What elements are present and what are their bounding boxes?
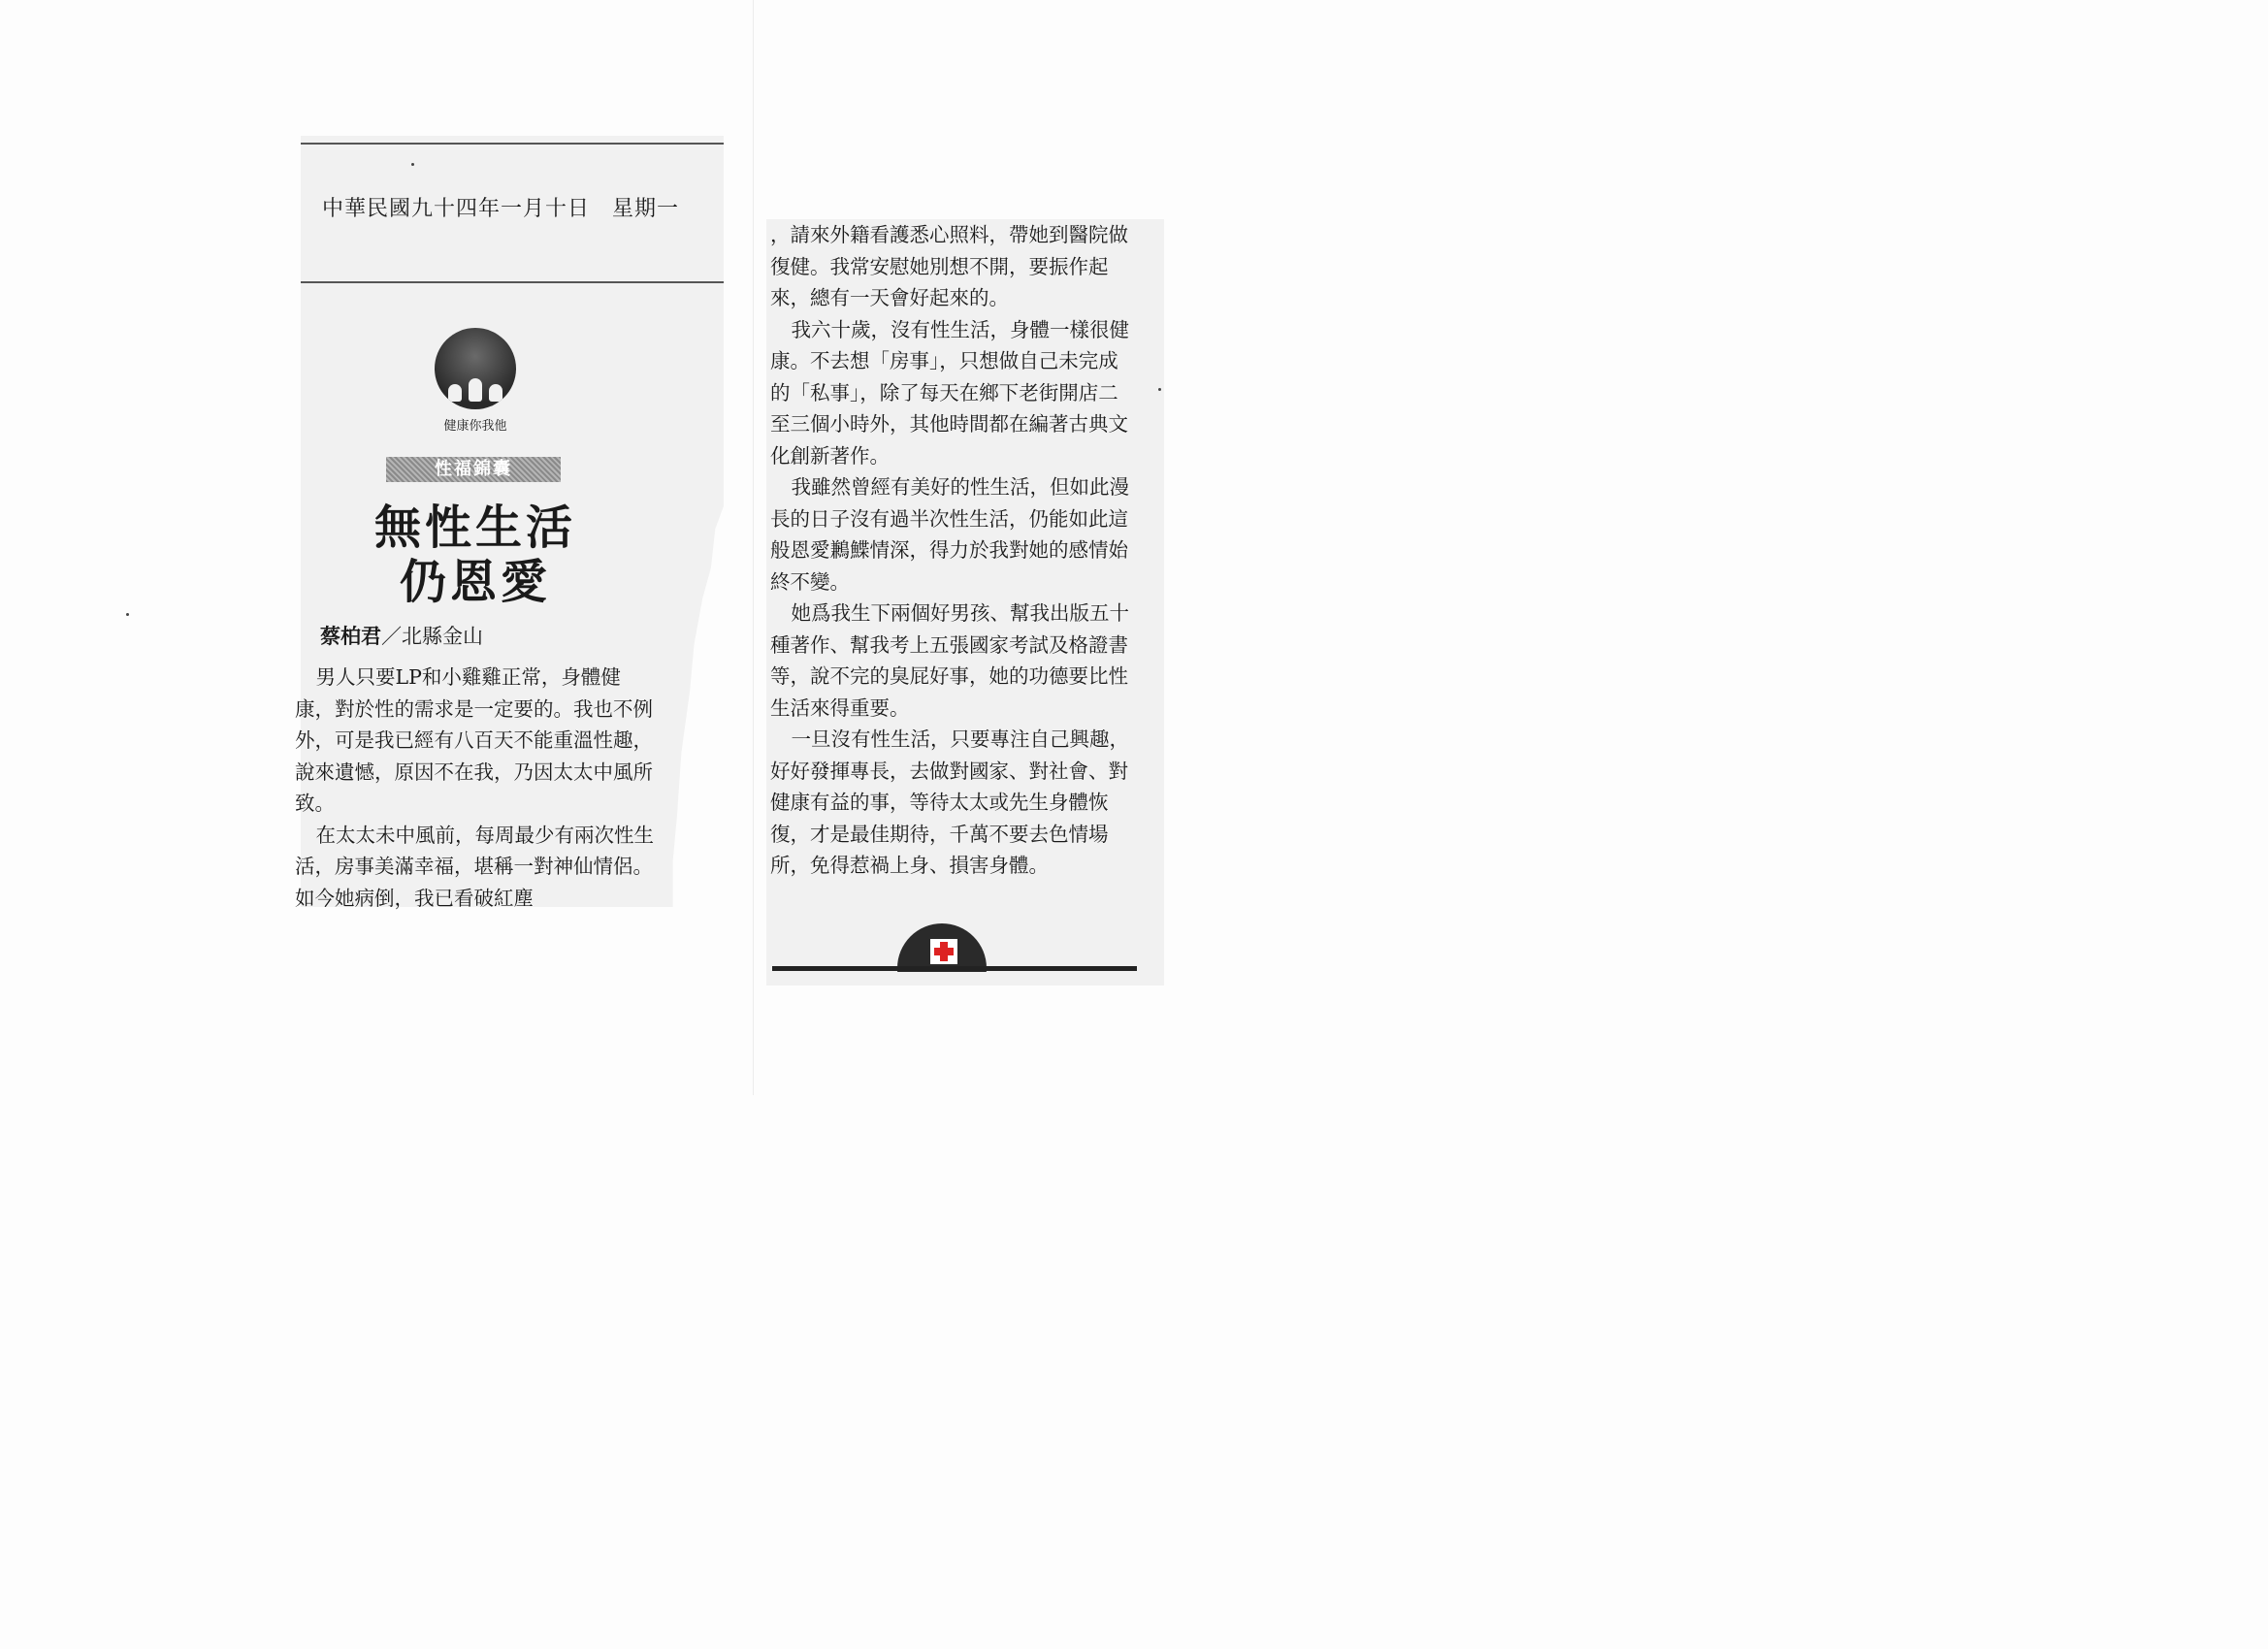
author-name: 蔡柏君 <box>320 624 381 648</box>
logo-label: 健康你我他 <box>443 419 507 434</box>
author-location: ／北縣金山 <box>381 625 483 648</box>
article-body-right <box>770 219 1131 882</box>
continued-paragraph: ，請來外籍看護悉心照料，帶她到醫院做復健。我常安慰她別想不開，要振作起來，總有一天會好起來的。 <box>770 223 1128 309</box>
people-circle-icon <box>435 328 516 409</box>
paragraph: 男人只要LP和小雞雞正常，身體健康，對於性的需求是一定要的。我也不例外，可是我已經有八百天不能重溫性趣，說來遺憾，原因不在我，乃因太太中風所致。 <box>295 665 653 815</box>
headline-line-2: 仍恩愛 <box>399 555 551 609</box>
paragraph: 在太太未中風前，每周最少有兩次性生活，房事美滿幸福，堪稱一對神仙情侶。如今她病倒，我已看破紅塵 <box>295 823 655 910</box>
scan-speck <box>411 163 414 166</box>
paragraph: 我六十歲，沒有性生活，身體一樣很健康。不去想「房事」，只想做自己未完成的「私事」，除了每天在鄉下老街開店二至三個小時外，其他時間都在編著古典文化創新著作。 <box>770 317 1130 468</box>
article-headline <box>349 501 601 609</box>
page-fold-line <box>753 0 754 1095</box>
bottom-rule <box>772 966 1137 971</box>
dateline-rule <box>301 281 724 283</box>
paragraph: 一旦沒有性生活，只要專注自己興趣，好好發揮專長，去做對國家、對社會、對健康有益的事，等待太太或先生身體恢復，才是最佳期待，千萬不要去色情場所，免得惹禍上身、損害身體。 <box>770 728 1130 877</box>
scan-speck <box>1158 388 1161 391</box>
paragraph: 她爲我生下兩個好男孩、幫我出版五十種著作、幫我考上五張國家考試及格證書等，說不完的臭屁好事，她的功德要比性生活來得重要。 <box>770 601 1130 720</box>
article-body-left <box>295 662 654 914</box>
paragraph: 我雖然曾經有美好的性生活，但如此漫長的日子沒有過半次性生活，仍能如此這般恩愛鶼鰈情深，得力於我對她的感情始終不變。 <box>770 475 1130 594</box>
medical-cross-icon <box>897 923 987 972</box>
top-rule <box>301 143 724 145</box>
headline-line-1: 無性生活 <box>373 501 576 555</box>
scan-speck <box>126 613 129 616</box>
dateline: 中華民國九十四年一月十日 星期一 <box>322 197 680 221</box>
column-tag: 性福錦囊 <box>386 457 561 482</box>
health-column-logo <box>427 328 524 434</box>
byline <box>320 621 483 650</box>
